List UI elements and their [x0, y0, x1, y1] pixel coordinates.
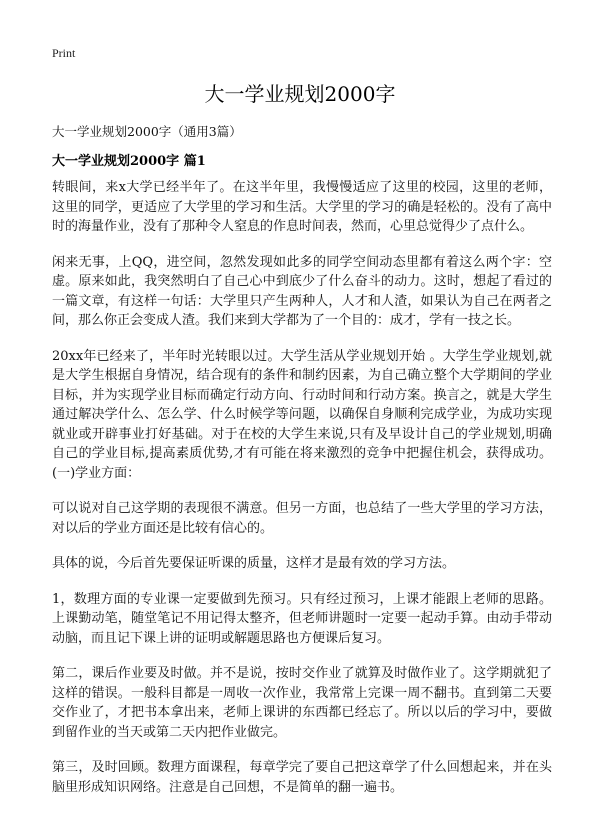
paragraph-8: 第三，及时回顾。数理方面课程，每章学完了要自己把这章学了什么回想起来，并在头脑里形成知识网络。注意是自己回想，不是简单的翻一遍书。: [52, 760, 552, 795]
document-subtitle: 大一学业规划2000字（通用3篇）: [52, 124, 242, 139]
paragraph-4: 可以说对自己这学期的表现很不满意。但另一方面，也总结了一些大学里的学习方法，对以后的学业方面还是比较有信心的。: [52, 501, 552, 536]
paragraph-5: 具体的说，今后首先要保证听课的质量，这样才是最有效的学习方法。: [52, 556, 456, 571]
document-body: [52, 178, 552, 813]
print-link[interactable]: Print: [52, 46, 76, 60]
paragraph-6: 1，数理方面的专业课一定要做到先预习。只有经过预习，上课才能跟上老师的思路。上课勤动笔，随堂笔记不用记得太整齐，但老师讲题时一定要一起动手算。由动手带动动脑，而且记下课上讲的证明或解题思路也方便课后复习。: [52, 591, 552, 646]
paragraph-3: 20xx年已经来了，半年时光转眼以过。大学生活从学业规划开始 。大学生学业规划,就是大学生根据自身情况，结合现有的条件和制约因素，为自己确立整个大学期间的学业目标，并为实现学业目标而确定行动方向、行动时间和行动方案。换言之，就是大学生通过解决学什么、怎么学、什么时候学等问题，以确保自身顺利完成学业，为成功实现就业或开辟事业打好基础。对于在校的大学生来说,只有及早设计自己的学业规划,明确自己的学业目标,提高素质优势,才有可能在将来激烈的竞争中把握住机会，获得成功。 (一)学业方面：: [52, 348, 552, 481]
paragraph-7: 第二，课后作业要及时做。并不是说，按时交作业了就算及时做作业了。这学期就犯了这样的错误。一般科目都是一周收一次作业，我常常上完课一周不翻书。直到第二天要交作业了，才把书本拿出来，老师上课讲的东西都已经忘了。所以以后的学习中，要做到留作业的当天或第二天内把作业做完。: [52, 666, 552, 740]
paragraph-2: 闲来无事，上QQ，进空间，忽然发现如此多的同学空间动态里都有着这么两个字：空虚。原来如此，我突然明白了自己心中到底少了什么奋斗的动力。这时，想起了看过的一篇文章，有这样一句话：大学里只产生两种人，人才和人渣，如果认为自己在两者之间，那么你正会变成人渣。我们来到大学都为了一个目的：成才，学有一技之长。: [52, 254, 552, 328]
page-title: 大一学业规划2000字: [204, 82, 396, 106]
paragraph-1: 转眼间，来x大学已经半年了。在这半年里，我慢慢适应了这里的校园，这里的老师，这里的同学，更适应了大学里的学习和生活。大学里的学习的确是轻松的。没有了高中时的海量作业，没有了那种令人窒息的作息时间表，然而，心里总觉得少了点什么。: [52, 180, 552, 234]
section-heading: 大一学业规划2000字 篇1: [52, 154, 206, 169]
